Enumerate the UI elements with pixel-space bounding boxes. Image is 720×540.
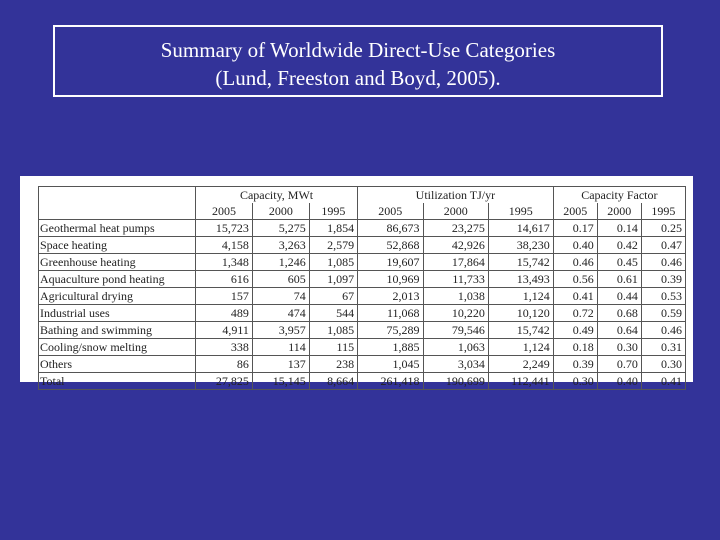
table-cell: 0.30: [553, 373, 597, 390]
table-cell: 5,275: [252, 220, 309, 237]
table-cell: 3,957: [252, 322, 309, 339]
table-cell: 42,926: [423, 237, 488, 254]
table-cell: 1,038: [423, 288, 488, 305]
table-cell: 605: [252, 271, 309, 288]
table-cell: 0.39: [553, 356, 597, 373]
table-cell: 79,546: [423, 322, 488, 339]
table-cell: 0.46: [553, 254, 597, 271]
table-cell: 86,673: [358, 220, 423, 237]
table-cell: 86: [196, 356, 253, 373]
table-cell: 238: [309, 356, 357, 373]
row-category: Bathing and swimming: [39, 322, 196, 339]
table-cell: 27,825: [196, 373, 253, 390]
table-row: [39, 271, 686, 288]
table-cell: 0.46: [641, 322, 685, 339]
table-cell: 0.17: [553, 220, 597, 237]
year-header: 1995: [309, 203, 357, 220]
table-cell: 0.56: [553, 271, 597, 288]
group-header-capacity-factor: Capacity Factor: [553, 187, 685, 204]
row-category: Space heating: [39, 237, 196, 254]
table-cell: 1,246: [252, 254, 309, 271]
table-cell: 0.40: [553, 237, 597, 254]
row-category: Greenhouse heating: [39, 254, 196, 271]
year-header: 2000: [252, 203, 309, 220]
table-row: [39, 356, 686, 373]
table-cell: 0.18: [553, 339, 597, 356]
table-cell: 0.53: [641, 288, 685, 305]
row-category: Cooling/snow melting: [39, 339, 196, 356]
table-cell: 0.47: [641, 237, 685, 254]
table-body: [39, 220, 686, 390]
table-cell: 0.14: [597, 220, 641, 237]
table-cell: 2,013: [358, 288, 423, 305]
table-cell: 1,063: [423, 339, 488, 356]
table-cell: 3,034: [423, 356, 488, 373]
table-cell: 10,120: [488, 305, 553, 322]
table-cell: 11,068: [358, 305, 423, 322]
table-cell: 74: [252, 288, 309, 305]
table-cell: 0.44: [597, 288, 641, 305]
table-cell: 15,742: [488, 254, 553, 271]
table-row: [39, 339, 686, 356]
table-cell: 0.25: [641, 220, 685, 237]
table-cell: 489: [196, 305, 253, 322]
table-cell: 474: [252, 305, 309, 322]
table-cell: 0.64: [597, 322, 641, 339]
table-cell: 0.61: [597, 271, 641, 288]
row-category: Aquaculture pond heating: [39, 271, 196, 288]
row-category: Geothermal heat pumps: [39, 220, 196, 237]
table-cell: 0.49: [553, 322, 597, 339]
table-cell: 1,085: [309, 322, 357, 339]
year-header: 2005: [553, 203, 597, 220]
direct-use-table: [38, 186, 686, 390]
table-cell: 338: [196, 339, 253, 356]
group-header-capacity: Capacity, MWt: [196, 187, 358, 204]
table-cell: 0.31: [641, 339, 685, 356]
table-cell: 75,289: [358, 322, 423, 339]
table-cell: 115: [309, 339, 357, 356]
table-cell: 1,854: [309, 220, 357, 237]
table-cell: 67: [309, 288, 357, 305]
table-cell: 3,263: [252, 237, 309, 254]
table-cell: 13,493: [488, 271, 553, 288]
table-cell: 0.70: [597, 356, 641, 373]
table-cell: 0.39: [641, 271, 685, 288]
table-row: [39, 373, 686, 390]
year-header: 2005: [196, 203, 253, 220]
table-cell: 544: [309, 305, 357, 322]
table-cell: 17,864: [423, 254, 488, 271]
table-cell: 4,158: [196, 237, 253, 254]
row-category: Total: [39, 373, 196, 390]
table-cell: 1,348: [196, 254, 253, 271]
table-cell: 114: [252, 339, 309, 356]
table-cell: 23,275: [423, 220, 488, 237]
table-row: [39, 288, 686, 305]
table-cell: 15,723: [196, 220, 253, 237]
row-category: Industrial uses: [39, 305, 196, 322]
table-row: [39, 220, 686, 237]
table-cell: 0.68: [597, 305, 641, 322]
table-cell: 0.30: [641, 356, 685, 373]
table-cell: 0.40: [597, 373, 641, 390]
table-row: [39, 305, 686, 322]
table-cell: 1,085: [309, 254, 357, 271]
title-line-1: Summary of Worldwide Direct-Use Categories: [160, 38, 556, 62]
table-cell: 4,911: [196, 322, 253, 339]
year-header: 2005: [358, 203, 423, 220]
category-header-cell: [39, 203, 196, 220]
category-header-cell: [39, 187, 196, 204]
table-cell: 0.59: [641, 305, 685, 322]
year-header: 2000: [423, 203, 488, 220]
table-cell: 38,230: [488, 237, 553, 254]
table-cell: 2,579: [309, 237, 357, 254]
table-cell: 137: [252, 356, 309, 373]
table-cell: 1,124: [488, 339, 553, 356]
group-header-utilization: Utilization TJ/yr: [358, 187, 554, 204]
table-cell: 52,868: [358, 237, 423, 254]
row-category: Agricultural drying: [39, 288, 196, 305]
table-cell: 0.42: [597, 237, 641, 254]
table-cell: 19,607: [358, 254, 423, 271]
table-row: [39, 254, 686, 271]
table-cell: 10,220: [423, 305, 488, 322]
table-cell: 261,418: [358, 373, 423, 390]
table-row: [39, 322, 686, 339]
table-cell: 0.46: [641, 254, 685, 271]
table-row: [39, 237, 686, 254]
title-line-2: (Lund, Freeston and Boyd, 2005).: [215, 66, 501, 90]
slide-title: [53, 25, 663, 97]
table-cell: 112,441: [488, 373, 553, 390]
table-cell: 2,249: [488, 356, 553, 373]
table-cell: 0.41: [553, 288, 597, 305]
table-cell: 10,969: [358, 271, 423, 288]
table-image-panel: [20, 176, 693, 388]
table-cell: 11,733: [423, 271, 488, 288]
table-cell: 0.45: [597, 254, 641, 271]
table-cell: 1,097: [309, 271, 357, 288]
table-cell: 0.72: [553, 305, 597, 322]
year-header: 2000: [597, 203, 641, 220]
table-cell: 1,885: [358, 339, 423, 356]
group-header-row: [39, 187, 686, 204]
table-cell: 15,145: [252, 373, 309, 390]
year-header-row: [39, 203, 686, 220]
row-category: Others: [39, 356, 196, 373]
table-cell: 1,124: [488, 288, 553, 305]
table-cell: 190,699: [423, 373, 488, 390]
year-header: 1995: [641, 203, 685, 220]
table-cell: 1,045: [358, 356, 423, 373]
table-cell: 157: [196, 288, 253, 305]
table-cell: 0.30: [597, 339, 641, 356]
year-header: 1995: [488, 203, 553, 220]
table-cell: 616: [196, 271, 253, 288]
table-cell: 14,617: [488, 220, 553, 237]
table-cell: 15,742: [488, 322, 553, 339]
table-cell: 8,664: [309, 373, 357, 390]
table-cell: 0.41: [641, 373, 685, 390]
